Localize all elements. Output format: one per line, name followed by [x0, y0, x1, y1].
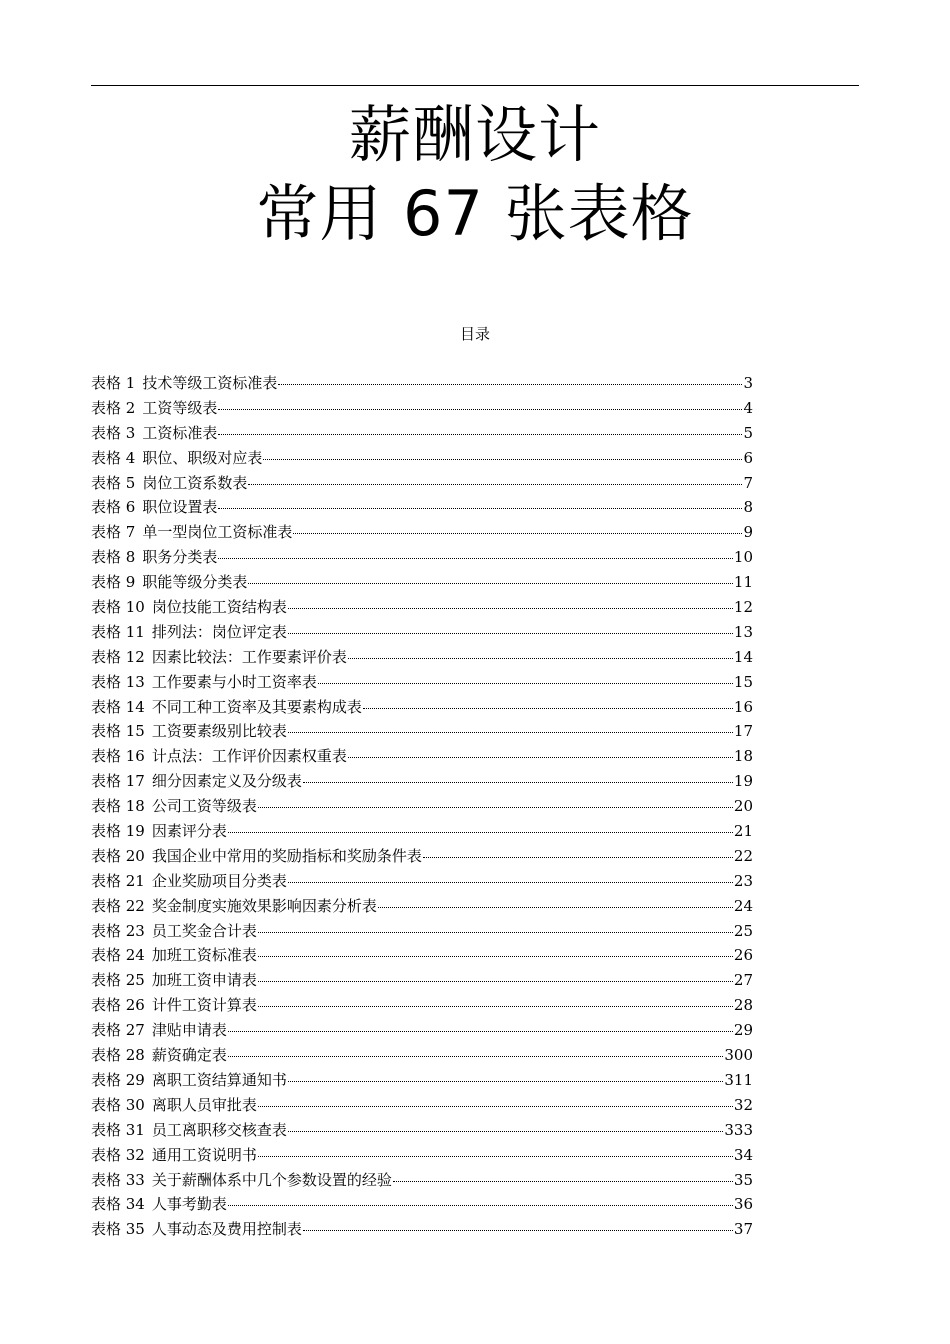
toc-entry-page: 311: [724, 1070, 753, 1089]
toc-entry-label: [91, 471, 247, 496]
toc-entry-page: 27: [733, 971, 753, 990]
toc-entry-page: 36: [733, 1195, 753, 1214]
toc-entry-label: [91, 844, 422, 869]
toc-entry[interactable]: [91, 446, 753, 471]
toc-entry-title: 因素评分表: [151, 822, 227, 841]
toc-entry-page: 300: [724, 1046, 753, 1065]
toc-entry-label: [91, 371, 277, 396]
toc-dot-leader: [348, 658, 733, 659]
toc-entry-title: 工资要素级别比较表: [151, 722, 287, 741]
toc-dot-leader: [288, 1131, 723, 1132]
toc-entry-page: 16: [733, 697, 753, 716]
toc-entry-title: 职位设置表: [142, 498, 218, 517]
toc-entry-number: 表格 19: [91, 822, 145, 841]
toc-entry-label: [91, 719, 287, 744]
toc-entry[interactable]: [91, 1217, 753, 1242]
toc-entry-label: [91, 1143, 257, 1168]
toc-entry[interactable]: [91, 1018, 753, 1043]
toc-entry-title: 岗位技能工资结构表: [151, 598, 287, 617]
toc-entry-number: 表格 3: [91, 423, 136, 442]
toc-entry-label: [91, 595, 287, 620]
table-of-contents: [91, 371, 753, 1242]
toc-entry-title: 职务分类表: [142, 548, 218, 567]
toc-entry-label: [91, 794, 257, 819]
toc-entry-label: [91, 819, 227, 844]
toc-entry-label: [91, 1217, 302, 1242]
toc-dot-leader: [378, 907, 733, 908]
toc-entry-label: [91, 545, 217, 570]
toc-entry-label: [91, 645, 347, 670]
header-rule: [91, 85, 859, 86]
toc-entry-number: 表格 9: [91, 573, 136, 592]
toc-entry[interactable]: [91, 1068, 753, 1093]
toc-entry-title: 加班工资申请表: [151, 971, 257, 990]
toc-dot-leader: [288, 882, 733, 883]
toc-entry-page: 19: [733, 772, 753, 791]
toc-entry[interactable]: [91, 695, 753, 720]
toc-entry-number: 表格 34: [91, 1195, 145, 1214]
toc-entry-page: 11: [733, 573, 753, 592]
toc-entry-number: 表格 15: [91, 722, 145, 741]
toc-entry[interactable]: [91, 421, 753, 446]
toc-dot-leader: [258, 807, 733, 808]
toc-entry-number: 表格 33: [91, 1170, 145, 1189]
toc-entry[interactable]: [91, 1118, 753, 1143]
toc-heading: 目录: [459, 325, 490, 343]
toc-entry[interactable]: [91, 819, 753, 844]
toc-dot-leader: [248, 484, 742, 485]
toc-entry[interactable]: [91, 919, 753, 944]
toc-entry-title: 员工离职移交核查表: [151, 1120, 287, 1139]
toc-entry-title: 津贴申请表: [151, 1021, 227, 1040]
toc-entry[interactable]: [91, 894, 753, 919]
toc-entry-title: 职位、职级对应表: [142, 448, 263, 467]
toc-dot-leader: [258, 1156, 733, 1157]
toc-entry[interactable]: [91, 993, 753, 1018]
toc-entry[interactable]: [91, 1043, 753, 1068]
toc-entry-title: 计件工资计算表: [151, 996, 257, 1015]
toc-entry-label: [91, 894, 377, 919]
toc-dot-leader: [288, 608, 733, 609]
toc-entry-page: 23: [733, 871, 753, 890]
toc-dot-leader: [423, 857, 733, 858]
toc-entry-title: 企业奖励项目分类表: [151, 871, 287, 890]
toc-entry-label: [91, 1068, 287, 1093]
toc-dot-leader: [228, 832, 733, 833]
toc-dot-leader: [258, 1006, 733, 1007]
toc-entry-page: 28: [733, 996, 753, 1015]
toc-entry-page: 8: [743, 498, 753, 517]
toc-dot-leader: [258, 981, 733, 982]
toc-entry-page: 6: [743, 448, 753, 467]
toc-entry-number: 表格 30: [91, 1095, 145, 1114]
toc-entry-number: 表格 24: [91, 946, 145, 965]
toc-dot-leader: [263, 459, 742, 460]
toc-entry-label: [91, 769, 302, 794]
toc-entry-label: [91, 1043, 227, 1068]
toc-entry-page: 4: [743, 398, 753, 417]
toc-entry-number: 表格 4: [91, 448, 136, 467]
toc-entry[interactable]: [91, 1192, 753, 1217]
toc-entry-title: 人事动态及费用控制表: [151, 1220, 302, 1239]
toc-entry-number: 表格 14: [91, 697, 145, 716]
toc-entry-page: 29: [733, 1021, 753, 1040]
toc-entry[interactable]: [91, 1143, 753, 1168]
toc-dot-leader: [228, 1056, 723, 1057]
toc-entry-number: 表格 10: [91, 598, 145, 617]
toc-entry-title: 薪资确定表: [151, 1046, 227, 1065]
toc-entry-title: 公司工资等级表: [151, 797, 257, 816]
toc-dot-leader: [258, 1106, 733, 1107]
toc-entry-page: 20: [733, 797, 753, 816]
toc-entry[interactable]: [91, 670, 753, 695]
toc-entry-page: 7: [743, 473, 753, 492]
toc-entry[interactable]: [91, 520, 753, 545]
toc-entry[interactable]: [91, 495, 753, 520]
toc-entry-title: 关于薪酬体系中几个参数设置的经验: [151, 1170, 392, 1189]
toc-entry-page: 17: [733, 722, 753, 741]
toc-entry-page: 13: [733, 622, 753, 641]
toc-dot-leader: [303, 782, 733, 783]
toc-entry-page: 21: [733, 822, 753, 841]
toc-entry-page: 15: [733, 672, 753, 691]
toc-entry-number: 表格 22: [91, 896, 145, 915]
toc-entry-number: 表格 35: [91, 1220, 145, 1239]
toc-entry-page: 35: [733, 1170, 753, 1189]
toc-entry-number: 表格 23: [91, 921, 145, 940]
toc-dot-leader: [288, 1081, 723, 1082]
toc-entry-label: [91, 495, 217, 520]
toc-entry[interactable]: [91, 396, 753, 421]
toc-entry-label: [91, 1018, 227, 1043]
toc-entry[interactable]: [91, 620, 753, 645]
toc-dot-leader: [228, 1205, 733, 1206]
toc-entry-title: 因素比较法：工作要素评价表: [151, 647, 347, 666]
toc-entry-page: 333: [724, 1120, 753, 1139]
toc-entry[interactable]: [91, 943, 753, 968]
toc-entry[interactable]: [91, 471, 753, 496]
toc-entry-page: 5: [743, 423, 753, 442]
toc-entry-label: [91, 570, 247, 595]
toc-entry-title: 不同工种工资率及其要素构成表: [151, 697, 362, 716]
toc-entry-title: 计点法：工作评价因素权重表: [151, 747, 347, 766]
document-title-line2: 常用 67 张表格: [256, 177, 694, 250]
toc-entry-number: 表格 26: [91, 996, 145, 1015]
toc-dot-leader: [293, 533, 742, 534]
toc-entry-label: [91, 968, 257, 993]
toc-entry-title: 单一型岗位工资标准表: [142, 523, 293, 542]
toc-entry-number: 表格 2: [91, 398, 136, 417]
toc-entry-label: [91, 943, 257, 968]
toc-entry-label: [91, 919, 257, 944]
toc-entry-number: 表格 28: [91, 1046, 145, 1065]
toc-entry-page: 37: [733, 1220, 753, 1239]
toc-entry-number: 表格 7: [91, 523, 136, 542]
toc-entry-number: 表格 1: [91, 374, 136, 392]
toc-entry-page: 22: [733, 846, 753, 865]
toc-entry-label: [91, 620, 287, 645]
toc-entry[interactable]: [91, 794, 753, 819]
toc-entry[interactable]: [91, 968, 753, 993]
toc-entry[interactable]: [91, 844, 753, 869]
toc-entry-title: 岗位工资系数表: [142, 473, 248, 492]
toc-entry-title: 排列法：岗位评定表: [151, 622, 287, 641]
toc-entry-label: [91, 993, 257, 1018]
toc-entry[interactable]: [91, 545, 753, 570]
toc-entry-title: 通用工资说明书: [151, 1145, 257, 1164]
document-title-line1: 薪酬设计: [348, 98, 601, 171]
toc-entry-number: 表格 20: [91, 846, 145, 865]
toc-entry-number: 表格 17: [91, 772, 145, 791]
toc-entry[interactable]: [91, 1168, 753, 1193]
toc-entry-title: 离职工资结算通知书: [151, 1070, 287, 1089]
toc-entry-title: 工资等级表: [142, 398, 218, 417]
toc-entry-number: 表格 16: [91, 747, 145, 766]
toc-entry-label: [91, 520, 292, 545]
toc-entry-title: 技术等级工资标准表: [142, 374, 278, 392]
toc-entry-title: 细分因素定义及分级表: [151, 772, 302, 791]
toc-entry-label: [91, 1093, 257, 1118]
toc-dot-leader: [278, 384, 742, 385]
toc-dot-leader: [318, 683, 733, 684]
toc-entry-page: 34: [733, 1145, 753, 1164]
toc-entry[interactable]: [91, 1093, 753, 1118]
toc-entry-label: [91, 1168, 392, 1193]
toc-dot-leader: [218, 409, 742, 410]
toc-entry-number: 表格 21: [91, 871, 145, 890]
toc-entry[interactable]: [91, 744, 753, 769]
toc-entry-label: [91, 421, 217, 446]
toc-entry-page: 25: [733, 921, 753, 940]
toc-entry-label: [91, 869, 287, 894]
toc-entry-title: 职能等级分类表: [142, 573, 248, 592]
toc-dot-leader: [228, 1031, 733, 1032]
toc-entry-page: 18: [733, 747, 753, 766]
toc-dot-leader: [248, 583, 733, 584]
toc-entry-page: 26: [733, 946, 753, 965]
toc-dot-leader: [258, 956, 733, 957]
toc-entry-title: 工资标准表: [142, 423, 218, 442]
toc-entry-title: 离职人员审批表: [151, 1095, 257, 1114]
toc-dot-leader: [348, 757, 733, 758]
toc-entry-title: 工作要素与小时工资率表: [151, 672, 317, 691]
toc-entry-title: 人事考勤表: [151, 1195, 227, 1214]
toc-entry[interactable]: [91, 371, 753, 396]
toc-entry-number: 表格 5: [91, 473, 136, 492]
toc-entry-page: 32: [733, 1095, 753, 1114]
toc-entry-number: 表格 27: [91, 1021, 145, 1040]
toc-entry-label: [91, 695, 362, 720]
toc-dot-leader: [288, 633, 733, 634]
toc-dot-leader: [218, 508, 742, 509]
toc-entry-number: 表格 31: [91, 1120, 145, 1139]
toc-entry-page: 10: [733, 548, 753, 567]
toc-entry[interactable]: [91, 769, 753, 794]
toc-entry-number: 表格 13: [91, 672, 145, 691]
toc-entry-title: 加班工资标准表: [151, 946, 257, 965]
toc-entry[interactable]: [91, 645, 753, 670]
toc-entry-number: 表格 25: [91, 971, 145, 990]
toc-dot-leader: [258, 932, 733, 933]
toc-entry-number: 表格 18: [91, 797, 145, 816]
toc-dot-leader: [218, 558, 733, 559]
toc-entry-number: 表格 8: [91, 548, 136, 567]
toc-dot-leader: [303, 1230, 733, 1231]
toc-entry-page: 9: [743, 523, 753, 542]
toc-entry-label: [91, 396, 217, 421]
toc-entry-page: 3: [743, 374, 753, 392]
toc-entry-label: [91, 1192, 227, 1217]
toc-entry-label: [91, 446, 262, 471]
toc-entry[interactable]: [91, 570, 753, 595]
toc-entry-page: 24: [733, 896, 753, 915]
toc-entry-label: [91, 744, 347, 769]
toc-entry-title: 我国企业中常用的奖励指标和奖励条件表: [151, 846, 422, 865]
toc-entry-number: 表格 12: [91, 647, 145, 666]
toc-entry-title: 员工奖金合计表: [151, 921, 257, 940]
toc-dot-leader: [363, 708, 733, 709]
toc-dot-leader: [288, 732, 733, 733]
toc-entry-label: [91, 670, 317, 695]
toc-entry-number: 表格 29: [91, 1070, 145, 1089]
toc-entry-number: 表格 32: [91, 1145, 145, 1164]
toc-entry[interactable]: [91, 719, 753, 744]
toc-dot-leader: [218, 434, 742, 435]
toc-entry-number: 表格 11: [91, 622, 145, 641]
toc-dot-leader: [393, 1181, 733, 1182]
toc-entry[interactable]: [91, 595, 753, 620]
toc-entry-label: [91, 1118, 287, 1143]
toc-entry-page: 12: [733, 598, 753, 617]
toc-entry-title: 奖金制度实施效果影响因素分析表: [151, 896, 377, 915]
toc-entry-number: 表格 6: [91, 498, 136, 517]
toc-entry[interactable]: [91, 869, 753, 894]
toc-entry-page: 14: [733, 647, 753, 666]
